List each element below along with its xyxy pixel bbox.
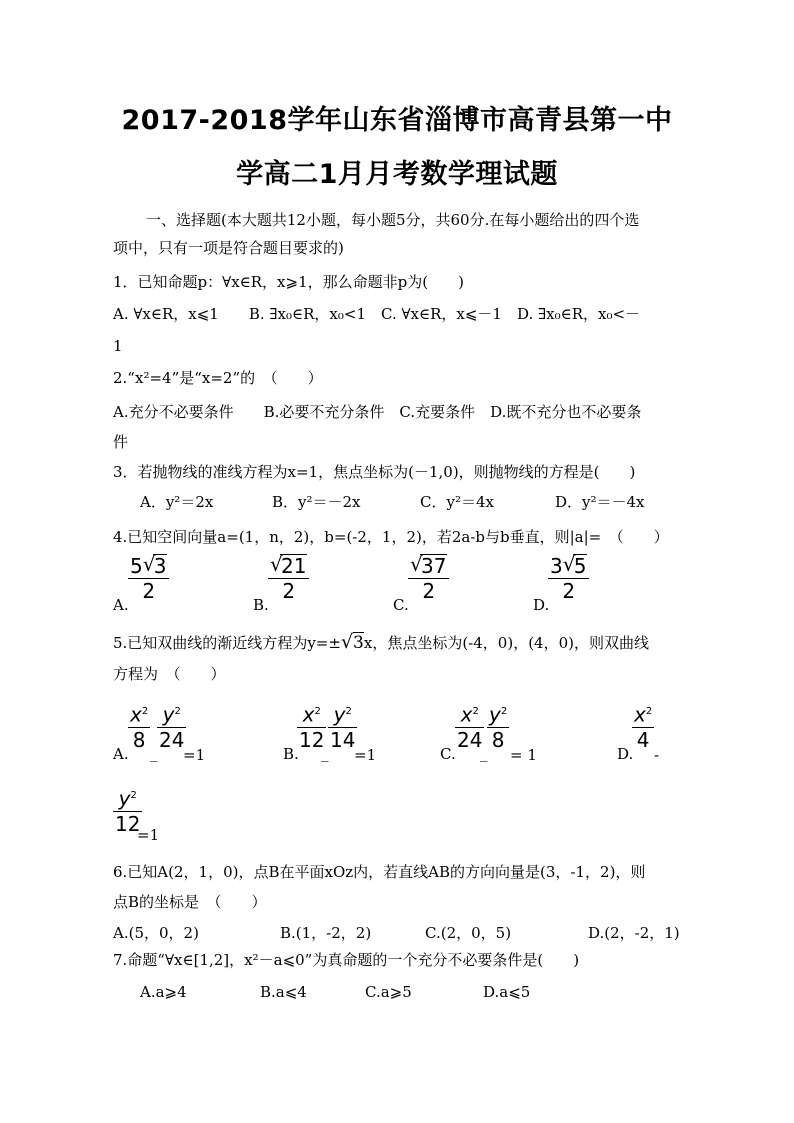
question-1-stem: 1．已知命题p：∀x∈R，x⩾1，那么命题非p为( ) xyxy=(113,273,464,291)
question-5-stem-radicand: 3 xyxy=(353,633,364,653)
question-7-option-b: B.a⩽4 xyxy=(260,983,307,1001)
question-1-options: A. ∀x∈R，x⩽1 B. ∃x₀∈R，x₀<1 C. ∀x∈R，x⩽－1 D. ∃x₀∈R，x₀<－ xyxy=(113,305,641,323)
question-6-option-c: C.(2，0，5) xyxy=(425,924,512,942)
question-5-option-b-den1: 12 xyxy=(299,727,325,752)
question-5-option-a-tail: =1 xyxy=(183,746,206,764)
question-4-option-a-radicand: 3 xyxy=(153,554,167,578)
question-4-stem: 4.已知空间向量a=(1，n，2)，b=(-2，1，2)，若2a-b与b垂直，则|a|= （ ） xyxy=(113,528,669,546)
question-5-option-b-frac2: $\frac{y^2}{14}$ xyxy=(330,702,356,752)
question-5-option-a-frac2: $\frac{y^2}{24}$ xyxy=(159,702,185,752)
question-4-label-d: D. xyxy=(533,596,550,614)
question-5-option-c-den2: 8 xyxy=(487,727,509,752)
question-5-option-d-den1: 4 xyxy=(632,727,654,752)
question-4-option-d-coef: 3 xyxy=(550,554,563,578)
question-2-stem: 2.“x²=4”是“x=2”的 （ ） xyxy=(113,369,323,387)
x-variable: x xyxy=(302,702,315,727)
question-4-option-b-den: 2 xyxy=(268,578,309,603)
question-5-option-d-tail: =1 xyxy=(137,826,160,844)
y-variable: y xyxy=(162,702,175,727)
question-3-option-b: B．y²＝－2x xyxy=(272,493,361,511)
question-7-option-c: C.a⩾5 xyxy=(365,983,412,1001)
question-7-stem: 7.命题“∀x∈[1,2]，x²－a⩽0”为真命题的一个充分不必要条件是( ) xyxy=(113,951,580,969)
x-variable: x xyxy=(130,702,142,727)
question-5-option-a-den1: 8 xyxy=(128,727,150,752)
question-5-option-a-den2: 24 xyxy=(159,727,185,752)
question-5-stem-a: 5.已知双曲线的渐近线方程为y=± xyxy=(113,634,341,652)
question-3-stem: 3．若抛物线的准线方程为x=1，焦点坐标为(－1,0)，则抛物线的方程是( ) xyxy=(113,463,636,481)
question-4-label-a: A. xyxy=(113,596,129,614)
question-4-option-c-den: 2 xyxy=(408,578,449,603)
minus-sign: _ xyxy=(480,744,488,762)
minus-sign: _ xyxy=(150,744,158,762)
question-1-options-wrap: 1 xyxy=(113,337,123,355)
question-4-option-c-radicand: 37 xyxy=(421,554,447,578)
question-2-options: A.充分不必要条件 B.必要不充分条件 C.充要条件 D.既不充分也不必要条 xyxy=(113,403,642,421)
document-title-line1: 2017-2018学年山东省淄博市高青县第一中 xyxy=(121,105,673,136)
y-variable: y xyxy=(333,702,346,727)
question-4-option-d-radicand: 5 xyxy=(573,554,587,578)
question-4-option-b-radicand: 21 xyxy=(281,554,307,578)
question-5-label-d: D. xyxy=(617,745,634,763)
question-5-option-c-frac1: $\frac{x^2}{24}$ xyxy=(457,702,483,752)
document-title-line2: 学高二1月月考数学理试题 xyxy=(236,159,558,190)
question-5-option-d-frac1: $\frac{x^2}{4}$ xyxy=(634,702,653,752)
question-5-label-a: A. xyxy=(113,745,129,763)
question-4-option-d: 3 √ 5 2 xyxy=(548,554,589,603)
question-5-option-b-den2: 14 xyxy=(330,727,356,752)
question-5-option-b-frac1: $\frac{x^2}{12}$ xyxy=(299,702,325,752)
question-6-stem-line2: 点B的坐标是 （ ） xyxy=(113,893,267,911)
question-5-option-a-frac1: $\frac{x^2}{8}$ xyxy=(130,702,149,752)
minus-sign: _ xyxy=(321,744,329,762)
question-3-option-d: D．y²＝－4x xyxy=(555,493,645,511)
question-5-stem: 5.已知双曲线的渐近线方程为y=±√3x，焦点坐标为(-4，0)，(4，0)，则双曲线 xyxy=(113,631,649,653)
question-5-option-d-den2: 12 xyxy=(115,811,141,836)
question-4-label-c: C. xyxy=(393,596,409,614)
question-5-stem-b: x，焦点坐标为(-4，0)，(4，0)，则双曲线 xyxy=(363,634,649,652)
question-5-option-d-frac2: $\frac{y^2}{12}$ xyxy=(115,786,141,836)
y-variable: y xyxy=(489,702,501,727)
question-5-option-c-den1: 24 xyxy=(457,727,483,752)
x-variable: x xyxy=(460,702,473,727)
question-4-option-d-den: 2 xyxy=(548,578,589,603)
question-7-option-a: A.a⩾4 xyxy=(140,983,187,1001)
question-6-option-d: D.(2，-2，1) xyxy=(588,924,680,942)
x-variable: x xyxy=(634,702,646,727)
question-5-stem-line2: 方程为 （ ） xyxy=(113,665,226,683)
question-3-option-a: A．y²＝2x xyxy=(140,493,214,511)
question-5-option-b-tail: =1 xyxy=(354,746,377,764)
question-4-option-c: √ 37 2 xyxy=(408,554,449,603)
question-5-label-b: B. xyxy=(283,745,299,763)
question-6-option-b: B.(1，-2，2) xyxy=(280,924,372,942)
question-4-option-a: 5 √ 3 2 xyxy=(128,554,169,603)
question-5-option-c-frac2: $\frac{y^2}{8}$ xyxy=(489,702,508,752)
question-7-option-d: D.a⩽5 xyxy=(483,983,531,1001)
question-6-stem: 6.已知A(2，1，0)，点B在平面xOz内，若直线AB的方向向量是(3，-1，2)，则 xyxy=(113,863,646,881)
section-heading-line2: 项中，只有一项是符合题目要求的) xyxy=(113,239,344,257)
question-5-option-c-tail: = 1 xyxy=(510,746,537,764)
question-6-option-a: A.(5，0，2) xyxy=(113,924,199,942)
question-4-option-a-den: 2 xyxy=(128,578,169,603)
minus-sign: - xyxy=(654,746,660,764)
question-3-option-c: C．y²＝4x xyxy=(420,493,494,511)
y-variable: y xyxy=(118,786,131,811)
question-2-options-wrap: 件 xyxy=(113,433,129,451)
question-4-label-b: B. xyxy=(253,596,269,614)
section-heading-line1: 一、选择题(本大题共12小题，每小题5分，共60分.在每小题给出的四个选 xyxy=(146,211,640,229)
question-4-option-b: √ 21 2 xyxy=(268,554,309,603)
question-4-option-a-coef: 5 xyxy=(130,554,143,578)
question-5-label-c: C. xyxy=(440,745,456,763)
